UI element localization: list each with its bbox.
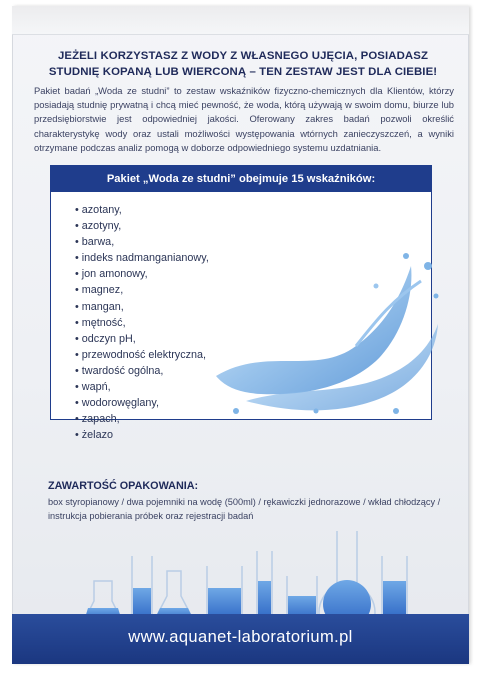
lab-glassware-icon <box>82 526 412 626</box>
footer-bar <box>12 614 469 664</box>
parameter-item: • wapń, <box>75 379 209 395</box>
parameter-item: • wodorowęglany, <box>75 395 209 411</box>
parameter-item: • twardość ogólna, <box>75 363 209 379</box>
parameter-item: • mętność, <box>75 315 209 331</box>
parameter-item: • mangan, <box>75 299 209 315</box>
headline <box>34 48 452 80</box>
parameter-item: • jon amonowy, <box>75 266 209 282</box>
headline-line-2: STUDNIĘ KOPANĄ LUB WIERCONĄ – TEN ZESTAW JEST DLA CIEBIE! <box>48 66 438 78</box>
intro-paragraph: Pakiet badań „Woda ze studni” to zestaw wskaźników fizyczno-chemicznych dla Klientów, którzy posiadają studnię prywatną i chcą mieć pewność, że woda, którą używają w swoim domu, biurze lub przedsiębiorstwie jest odpowiedniej jakości. Oferowany zakres badań pozwoli określić charakterystykę wody oraz ustali możliwości występowania wtórnych zanieczyszczeń, a wyniki otrzymane podczas analiz pomogą w doborze odpowiedniego systemu uzdatniania. <box>34 85 454 153</box>
package-contents-title: ZAWARTOŚĆ OPAKOWANIA: <box>48 480 199 492</box>
headline-line-1: JEŻELI KORZYSTASZ Z WODY Z WŁASNEGO UJĘCIA, POSIADASZ <box>57 50 429 62</box>
parameter-item: • azotyny, <box>75 218 209 234</box>
website-url: www.aquanet-laboratorium.pl <box>128 628 353 646</box>
package-contents-text: box styropianowy / dwa pojemniki na wodę (500ml) / rękawiczki jednorazowe / wkład chłodzący / instrukcja pobierania próbek oraz rejestracji badań <box>48 497 441 521</box>
water-splash-icon <box>206 226 446 421</box>
package-back-panel <box>12 6 469 664</box>
parameter-item: • barwa, <box>75 234 209 250</box>
parameter-item: • azotany, <box>75 202 209 218</box>
parameters-panel <box>50 165 432 442</box>
parameters-panel-title: Pakiet „Woda ze studni” obejmuje 15 wskaźników: <box>51 166 431 192</box>
parameter-item: • odczyn pH, <box>75 331 209 347</box>
package-top-edge <box>12 6 469 35</box>
parameter-item: • zapach, <box>75 411 209 427</box>
parameter-item: • żelazo <box>75 427 209 443</box>
parameters-list <box>75 202 209 443</box>
parameter-item: • magnez, <box>75 282 209 298</box>
parameter-item: • indeks nadmanganianowy, <box>75 250 209 266</box>
parameter-item: • przewodność elektryczna, <box>75 347 209 363</box>
